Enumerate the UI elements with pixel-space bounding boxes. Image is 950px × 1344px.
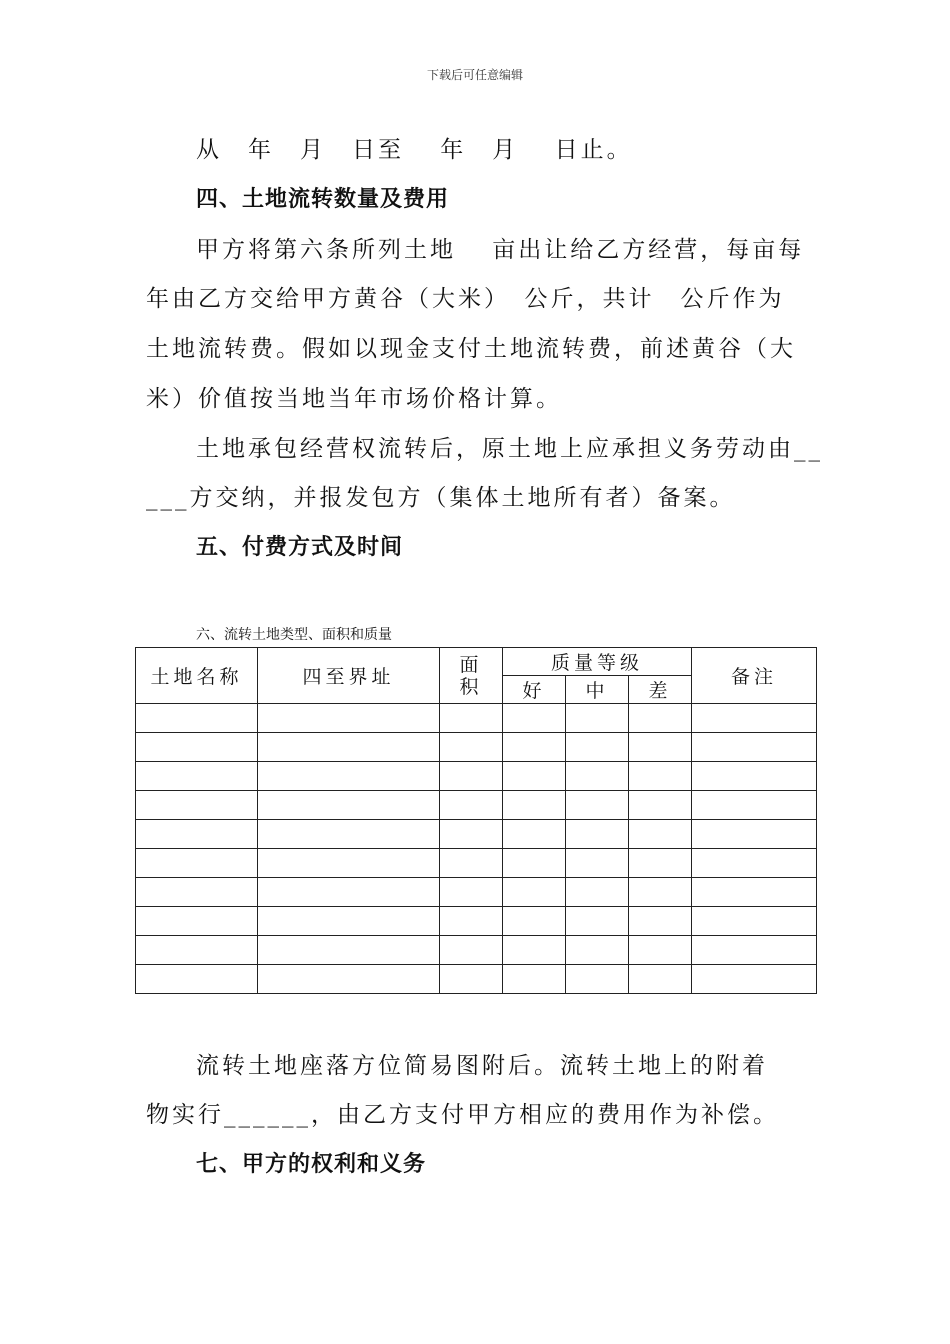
- section-4-line-2: 年由乙方交给甲方黄谷（大米） 公斤，共计 公斤作为: [146, 286, 785, 312]
- land-table: [135, 647, 817, 994]
- page-header-note: 下载后可任意编辑: [426, 68, 523, 82]
- section-6-caption: 六、流转土地类型、面积和质量: [196, 627, 392, 643]
- header-grade-poor: 差: [629, 676, 692, 704]
- contract-period-line: 从 年 月 日至 年 月 日止。: [196, 137, 633, 163]
- header-area-char-2: 积: [459, 675, 483, 698]
- header-quality-grade: 质量等级: [503, 648, 692, 676]
- table-row: [136, 704, 817, 733]
- table-row: [136, 936, 817, 965]
- section-4-line-4: 米）价值按当地当年市场价格计算。: [146, 386, 562, 412]
- header-boundary: 四至界址: [258, 648, 440, 704]
- section-5-title: 五、付费方式及时间: [196, 535, 404, 560]
- section-7-title: 七、甲方的权利和义务: [196, 1152, 427, 1177]
- duty-line-1: 土地承包经营权流转后，原土地上应承担义务劳动由__: [196, 436, 823, 462]
- table-row: [136, 791, 817, 820]
- duty-line-2: ___方交纳，并报发包方（集体土地所有者）备案。: [146, 485, 736, 511]
- table-row: [136, 849, 817, 878]
- table-row: [136, 733, 817, 762]
- table-row: [136, 907, 817, 936]
- section-4-title: 四、土地流转数量及费用: [196, 187, 450, 212]
- header-area-char-1: 面: [459, 653, 483, 676]
- section-4-line-1: 甲方将第六条所列土地 亩出让给乙方经营，每亩每: [196, 237, 805, 263]
- table-row: [136, 820, 817, 849]
- map-line-2: 物实行______，由乙方支付甲方相应的费用作为补偿。: [146, 1102, 779, 1128]
- header-land-name: 土地名称: [136, 648, 258, 704]
- map-line-1: 流转土地座落方位简易图附后。流转土地上的附着: [196, 1053, 768, 1079]
- header-grade-good: 好: [503, 676, 566, 704]
- header-remark: 备注: [692, 648, 817, 704]
- section-4-line-3: 土地流转费。假如以现金支付土地流转费，前述黄谷（大: [146, 336, 796, 362]
- table-row: [136, 762, 817, 791]
- header-grade-mid: 中: [566, 676, 629, 704]
- table-row: [136, 878, 817, 907]
- table-row: [136, 965, 817, 994]
- header-area: [440, 648, 503, 704]
